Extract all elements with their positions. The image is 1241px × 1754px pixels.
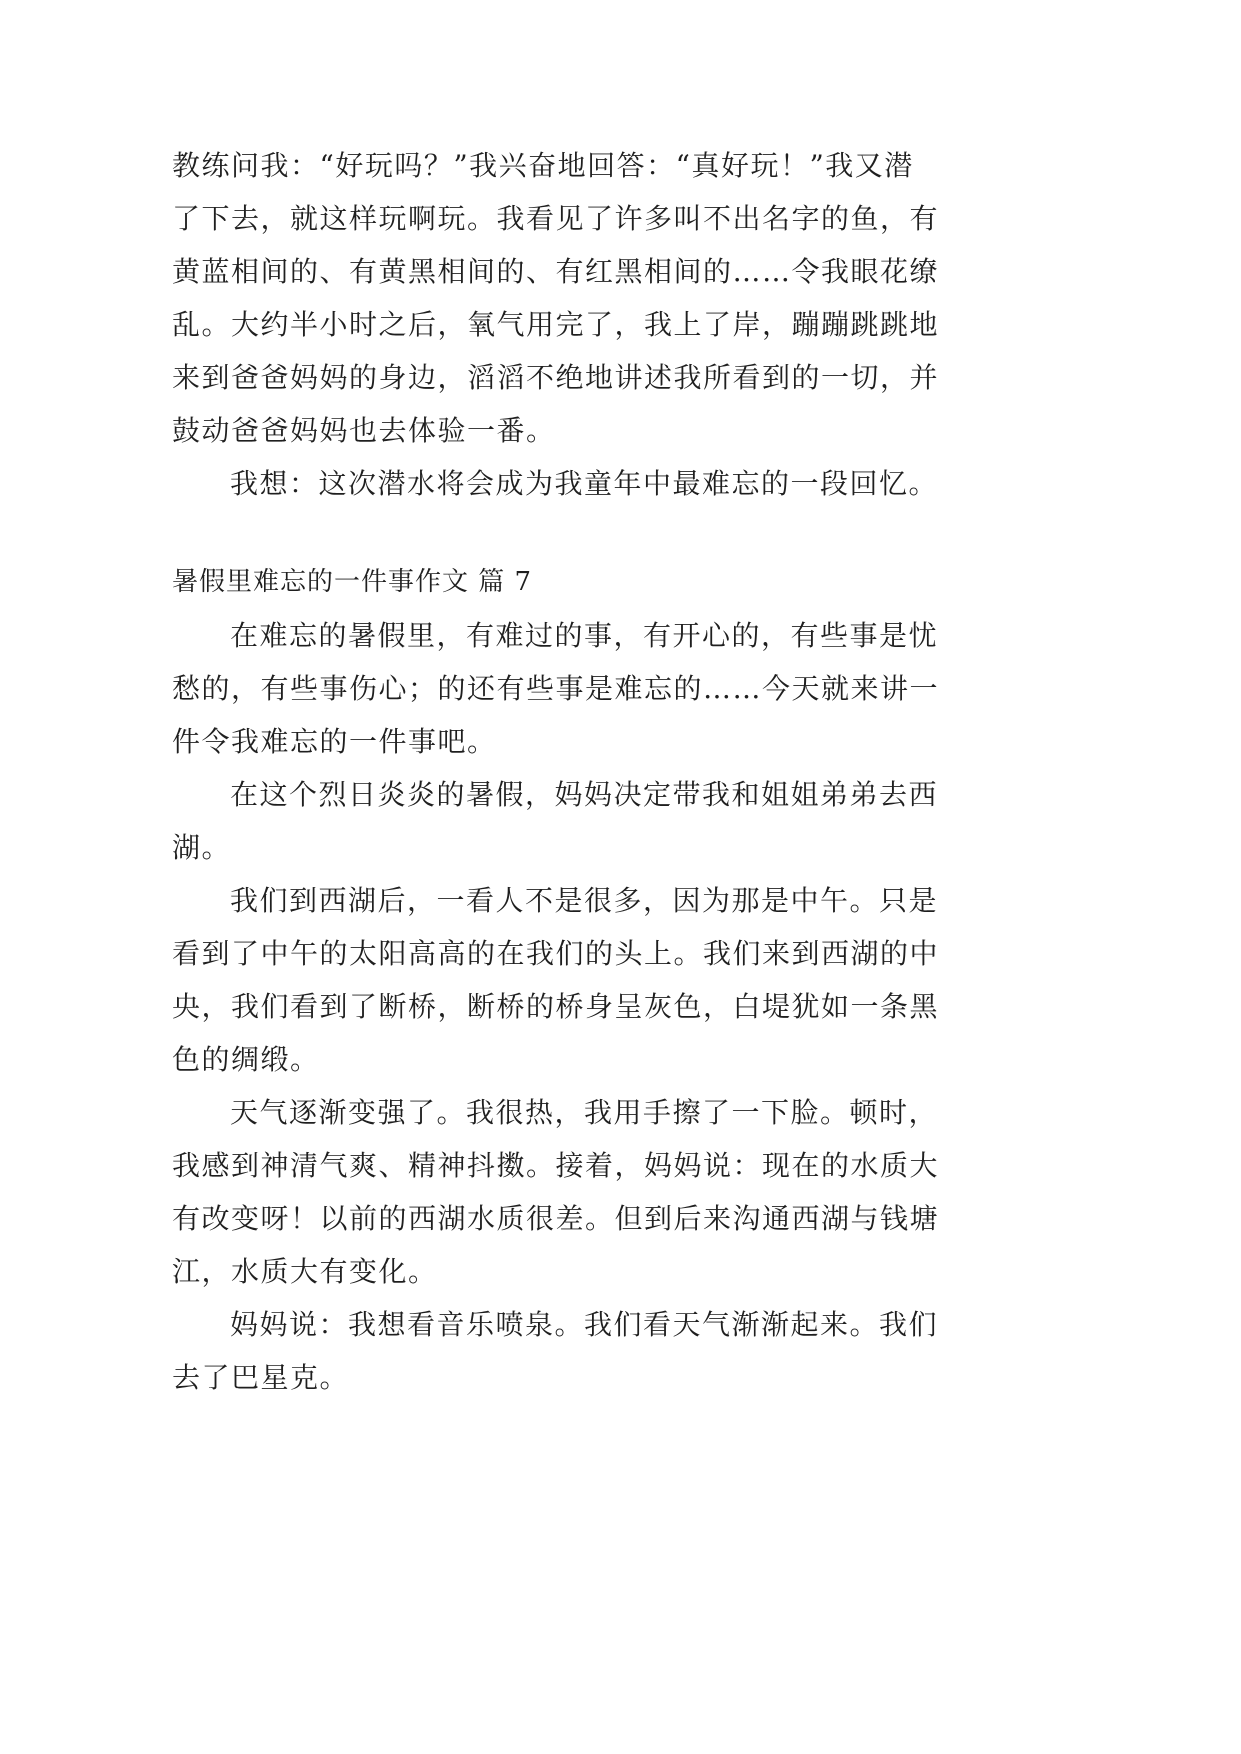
text-line: 教练问我：“好玩吗？”我兴奋地回答：“真好玩！”我又潜 xyxy=(172,149,914,182)
text-line: 黄蓝相间的、有黄黑相间的、有红黑相间的……令我眼花缭 xyxy=(172,255,940,288)
text-line: 湖。 xyxy=(172,831,232,864)
text-line: 愁的，有些事伤心；的还有些事是难忘的……今天就来讲一 xyxy=(172,672,940,705)
paragraph xyxy=(172,768,972,874)
text-line: 件令我难忘的一件事吧。 xyxy=(172,725,497,758)
text-line: 看到了中午的太阳高高的在我们的头上。我们来到西湖的中 xyxy=(172,937,940,970)
text-line: 我们到西湖后，一看人不是很多，因为那是中午。只是 xyxy=(230,884,939,917)
paragraph xyxy=(172,1086,972,1298)
paragraph xyxy=(172,457,972,510)
paragraph xyxy=(172,1298,972,1404)
essay-heading: 暑假里难忘的一件事作文 篇 7 xyxy=(172,567,533,597)
text-line: 我感到神清气爽、精神抖擞。接着，妈妈说：现在的水质大 xyxy=(172,1149,940,1182)
text-line: 在难忘的暑假里，有难过的事，有开心的，有些事是忧 xyxy=(230,619,939,652)
document-page xyxy=(172,139,972,1404)
text-line: 乱。大约半小时之后，氧气用完了，我上了岸，蹦蹦跳跳地 xyxy=(172,308,940,341)
text-line: 鼓动爸爸妈妈也去体验一番。 xyxy=(172,414,556,447)
text-line: 去了巴星克。 xyxy=(172,1361,350,1394)
text-line: 天气逐渐变强了。我很热，我用手擦了一下脸。顿时， xyxy=(230,1096,939,1129)
text-line: 了下去，就这样玩啊玩。我看见了许多叫不出名字的鱼，有 xyxy=(172,202,940,235)
paragraph xyxy=(172,609,972,768)
text-line: 央，我们看到了断桥，断桥的桥身呈灰色，白堤犹如一条黑 xyxy=(172,990,940,1023)
paragraph xyxy=(172,874,972,1086)
text-line: 江，水质大有变化。 xyxy=(172,1255,438,1288)
text-line: 在这个烈日炎炎的暑假，妈妈决定带我和姐姐弟弟去西 xyxy=(230,778,939,811)
text-line: 妈妈说：我想看音乐喷泉。我们看天气渐渐起来。我们 xyxy=(230,1308,939,1341)
text-line: 色的绸缎。 xyxy=(172,1043,320,1076)
text-line: 我想：这次潜水将会成为我童年中最难忘的一段回忆。 xyxy=(230,467,939,500)
text-line: 来到爸爸妈妈的身边，滔滔不绝地讲述我所看到的一切，并 xyxy=(172,361,940,394)
paragraph-continuation xyxy=(172,139,972,457)
text-line: 有改变呀！以前的西湖水质很差。但到后来沟通西湖与钱塘 xyxy=(172,1202,940,1235)
